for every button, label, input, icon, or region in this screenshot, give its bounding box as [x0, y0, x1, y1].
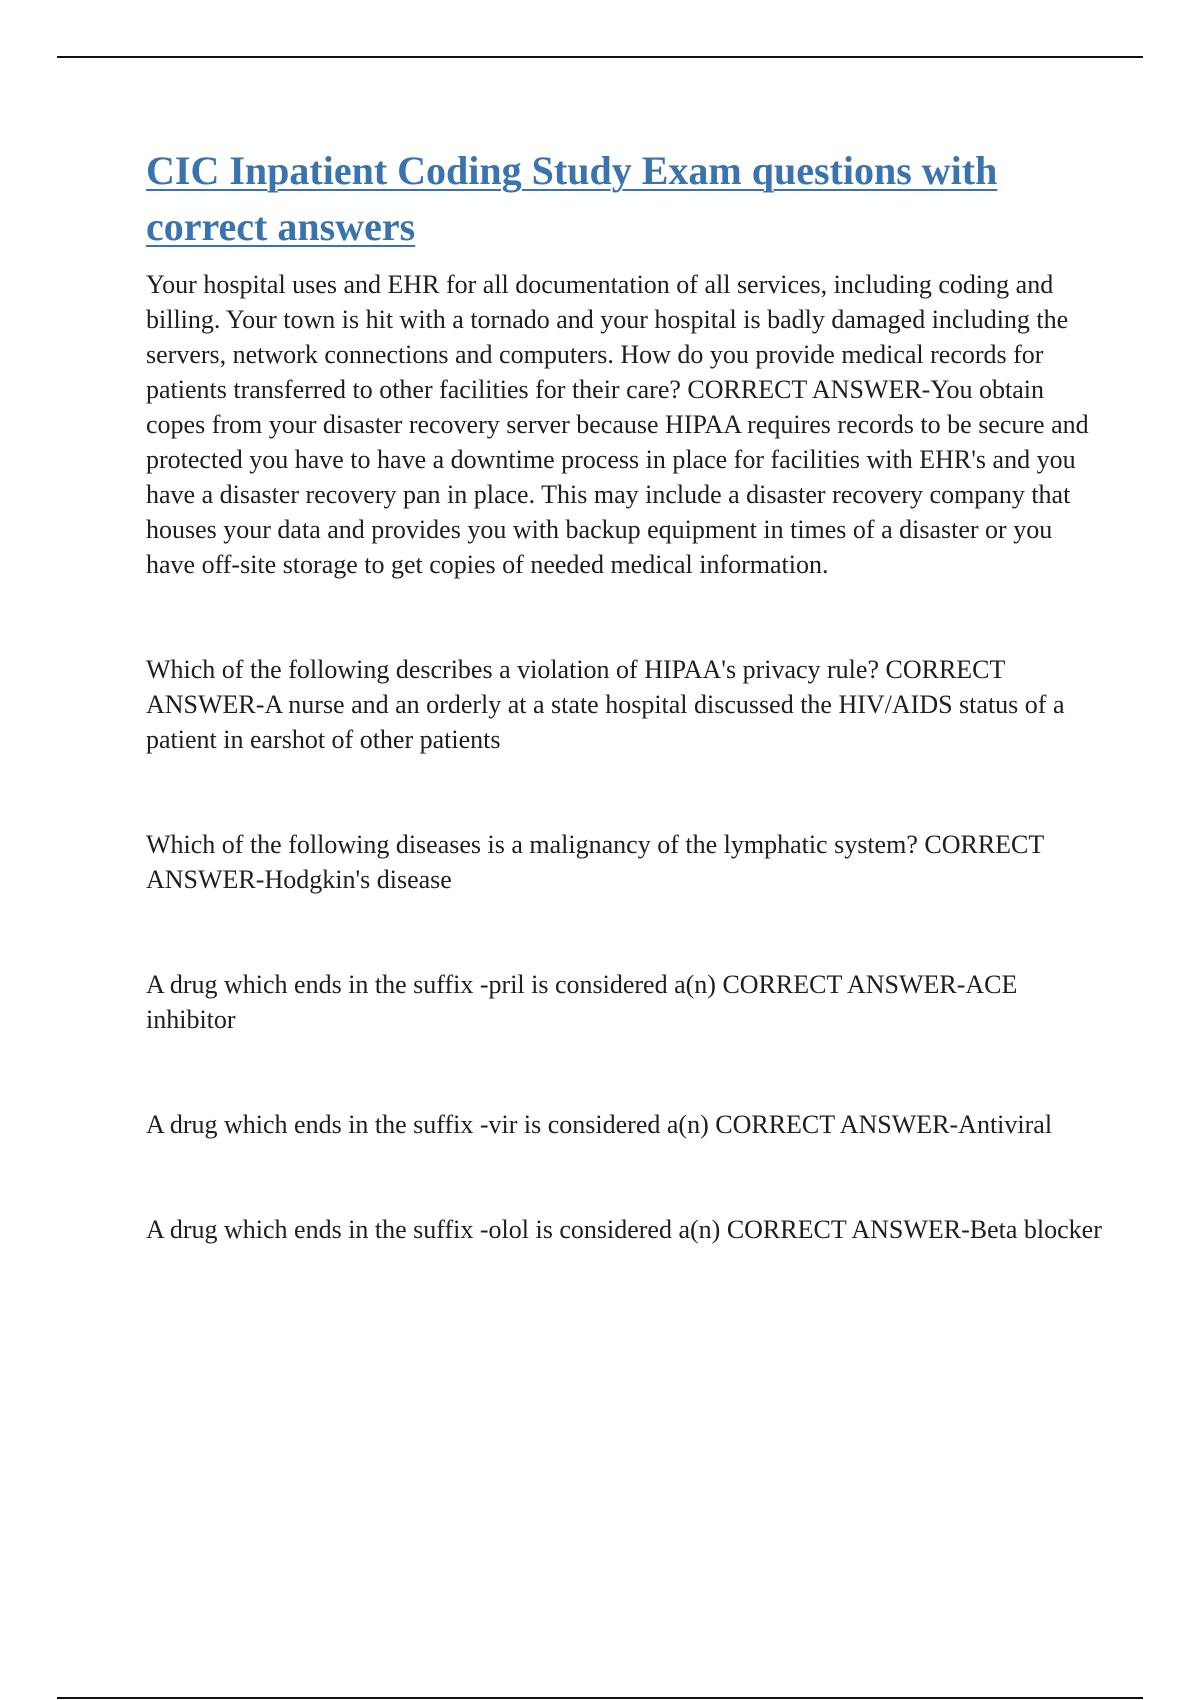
- question-text: Which of the following describes a violation of HIPAA's privacy rule?: [146, 655, 879, 684]
- qa-item: [146, 652, 1106, 757]
- answer-prefix: CORRECT ANSWER-: [722, 970, 966, 999]
- header-rule: [57, 56, 1143, 58]
- question-text: A drug which ends in the suffix -pril is considered a(n): [146, 970, 716, 999]
- answer-text: A nurse and an orderly at a state hospital discussed the HIV/AIDS status of a patient in earshot of other patients: [146, 690, 1065, 754]
- answer-prefix: CORRECT ANSWER-: [715, 1110, 959, 1139]
- answer-prefix: CORRECT ANSWER-: [726, 1215, 970, 1244]
- qa-list: [146, 267, 1106, 1247]
- qa-item: [146, 827, 1106, 897]
- qa-item: [146, 1212, 1106, 1247]
- answer-text: ACE inhibitor: [146, 970, 1018, 1034]
- answer-prefix: CORRECT ANSWER-: [146, 830, 1044, 894]
- footer-rule: [57, 1697, 1143, 1699]
- qa-item: [146, 267, 1106, 582]
- answer-text: You obtain copes from your disaster recovery server because HIPAA requires records to be secure and protected you have to have a downtime process in place for facilities with EHR's and you have a disaster recovery pan in place. This may include a disaster recovery company that houses your data and provides you with backup equipment in times of a disaster or you have off-site storage to get copies of needed medical information.: [146, 375, 1089, 579]
- document-page: [146, 143, 1106, 1247]
- qa-item: [146, 1107, 1106, 1142]
- question-text: A drug which ends in the suffix -olol is considered a(n): [146, 1215, 721, 1244]
- document-title[interactable]: CIC Inpatient Coding Study Exam questions with correct answers: [146, 148, 998, 249]
- answer-text: Beta blocker: [969, 1215, 1102, 1244]
- answer-text: Hodgkin's disease: [264, 865, 452, 894]
- answer-prefix: CORRECT ANSWER-: [146, 655, 1005, 719]
- qa-item: [146, 967, 1106, 1037]
- question-text: Your hospital uses and EHR for all documentation of all services, including coding and billing. Your town is hit with a tornado and your hospital is badly damaged including the servers, network connections and computers. How do you provide medical records for patients transferred to other facilities for their care?: [146, 270, 1069, 404]
- question-text: A drug which ends in the suffix -vir is considered a(n): [146, 1110, 709, 1139]
- question-text: Which of the following diseases is a malignancy of the lymphatic system?: [146, 830, 918, 859]
- answer-prefix: CORRECT ANSWER-: [687, 375, 931, 404]
- answer-text: Antiviral: [958, 1110, 1053, 1139]
